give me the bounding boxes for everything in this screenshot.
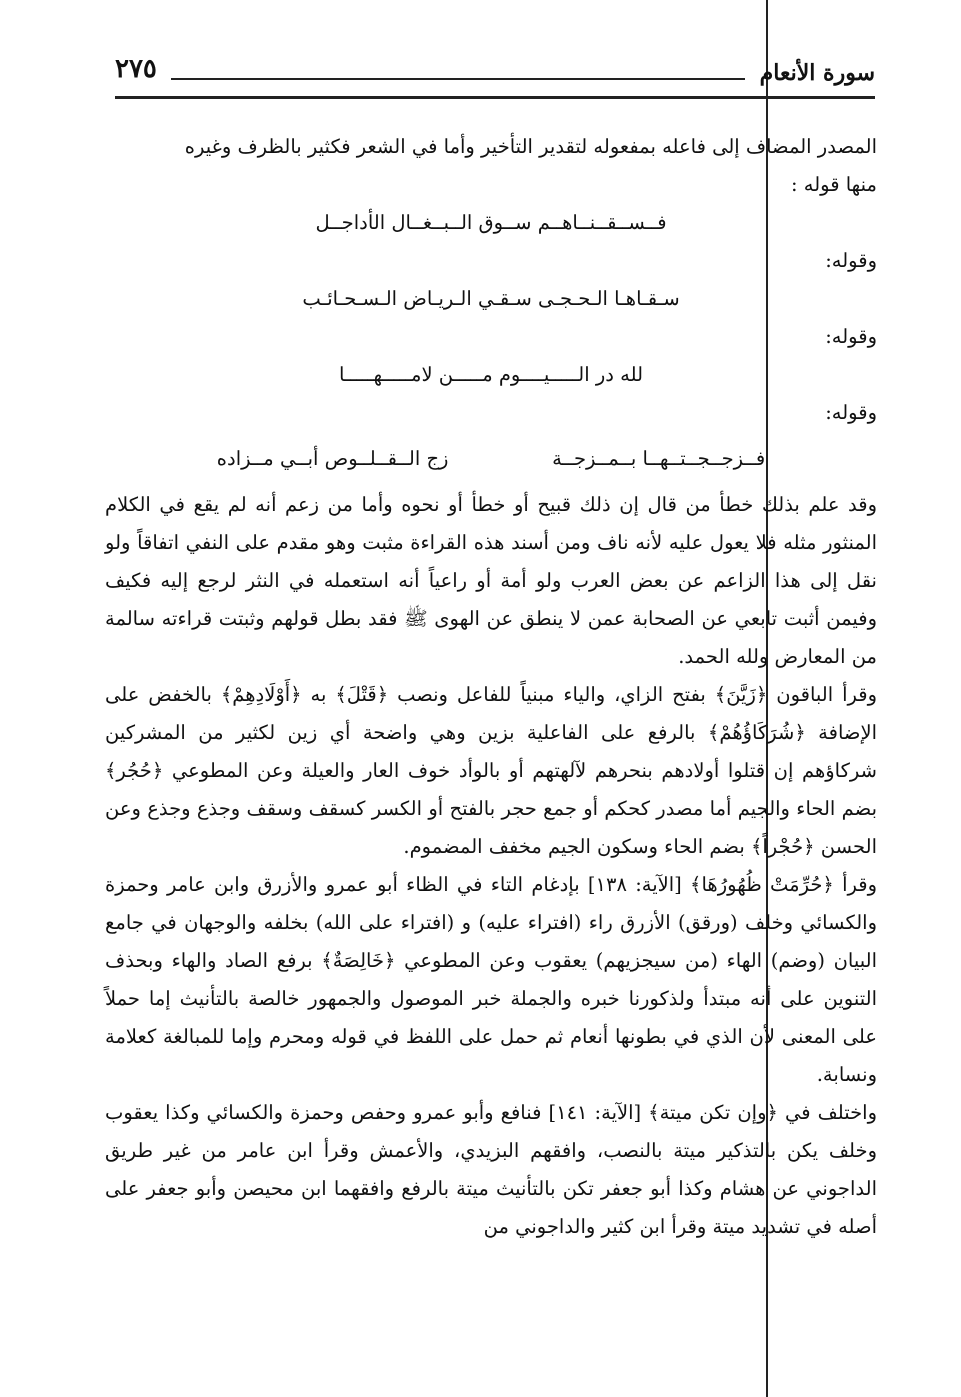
paragraph: واختلف في ﴿وإن تكن ميتة﴾ [الآية: ١٤١] فنافع وأبو عمرو وحفص وحمزة والكسائي وكذا يعقوب وخلف يكن بالتذكير ميتة بالنصب، وافقهم البزيدي، والأعمش وقرأ ابن عامر من غير طريق الداجوني عن هشام وكذا أبو جعفر تكن بالتأنيث ميتة بالرفع وافقهما ابن محيصن وأبو جعفر على أصله في تشديد ميتة وقرأ ابن كثير والداجوني من (105, 1101, 877, 1238)
verse-label: وقوله: (825, 401, 877, 424)
paragraph: وقرأ ﴿حُرِّمَتْ ظُهُورُهَا﴾ [الآية: ١٣٨] بإدغام التاء في الظاء أبو عمرو والأزرق وابن عامر وحمزة والكسائي وخلف (ورقق) الأزرق راء (افتراء عليه) و (افتراء على الله) بخلفه والوجهان في جامع البيان (وضم) الهاء (من سيجزيهم) يعقوب وعن المطوعي ﴿خَالِصَةٌ﴾ برفع الصاد والهاء وبحذف التنوين على أنه مبتدأ ولذكورنا خبره والجملة خبر الموصول والجمهور خالصة بالتأنيث إما حملاً على المعنى لأن الذي في بطونها أنعام ثم حمل على اللفظ في قوله ومحرم وإما للمبالغة كعلامة ونسابة. (105, 873, 877, 1086)
poetry-verse: فــســقــنــاهــم ســوق الــبــغــال الأداجــل (315, 211, 667, 234)
poetry-verse: لله در الـــــيــــوم مـــــن لامـــــهـــــا (338, 363, 644, 386)
surah-title: سورة الأنعام (759, 60, 875, 86)
hemistich-first: فــزجــجــتــهــا بــمــزجــة (552, 447, 766, 470)
header-rule (171, 78, 745, 80)
hemistich-second: زج الــقــلــوص أبــي مــزاده (216, 447, 449, 470)
verse-label: وقوله: (825, 325, 877, 348)
poetry-verse: سـقـاهـا الـحـجـى سـقـي الـريـاض الـسـحـائـب (302, 287, 680, 310)
page-header (115, 52, 875, 100)
paragraph-line: المصدر المضاف إلى فاعله بمفعوله لتقدير التأخير وأما في الشعر فكثير بالظرف وغيره (184, 135, 877, 158)
page-body (105, 128, 877, 1246)
header-underline (115, 96, 875, 99)
verse-label: وقوله: (825, 249, 877, 272)
poetry-verse-two-hemistichs (165, 440, 817, 478)
paragraph: وقد علم بذلك خطأ من قال إن ذلك قبيح أو خطأ أو نحوه وأما من زعم أنه لم يقع في الكلام المنثور مثله فلا يعول عليه لأنه ناف ومن أسند هذه القراءة مثبت وهو مقدم على النفي اتفاقاً ولو نقل إلى هذا الزاعم عن بعض العرب ولو أمة أو راعياً أنه استعمله في النثر لرجع إليه فكيف وفيمن أثبت تابعي عن الصحابة عمن لا ينطق عن الهوى ﷺ فقد بطل قولهم وثبتت قراءته سالمة من المعارض ولله الحمد. (105, 493, 877, 668)
paragraph: وقرأ الباقون ﴿زَيَّنَ﴾ بفتح الزاي، والياء مبنياً للفاعل ونصب ﴿قَتْلَ﴾ به ﴿أَوْلَادِهِمْ﴾ بالخفض على الإضافة ﴿شُرَكَاؤُهُمْ﴾ بالرفع على الفاعلية بزين وهي واضحة أي زين لكثير من المشركين شركاؤهم إن قتلوا أولادهم بنحرهم لآلهتهم أو بالوأد خوف العار والعيلة وعن المطوعي ﴿حُجُر﴾ بضم الحاء والجيم أما مصدر كحكم أو جمع حجر بالفتح أو الكسر كسقف وسقف وجذع وجذع وعن الحسن ﴿حُجْراً﴾ بضم الحاء وسكون الجيم مخفف المضموم. (105, 683, 877, 858)
paragraph-line: منها قوله : (790, 173, 877, 196)
page-number: ٢٧٥ (115, 54, 157, 84)
